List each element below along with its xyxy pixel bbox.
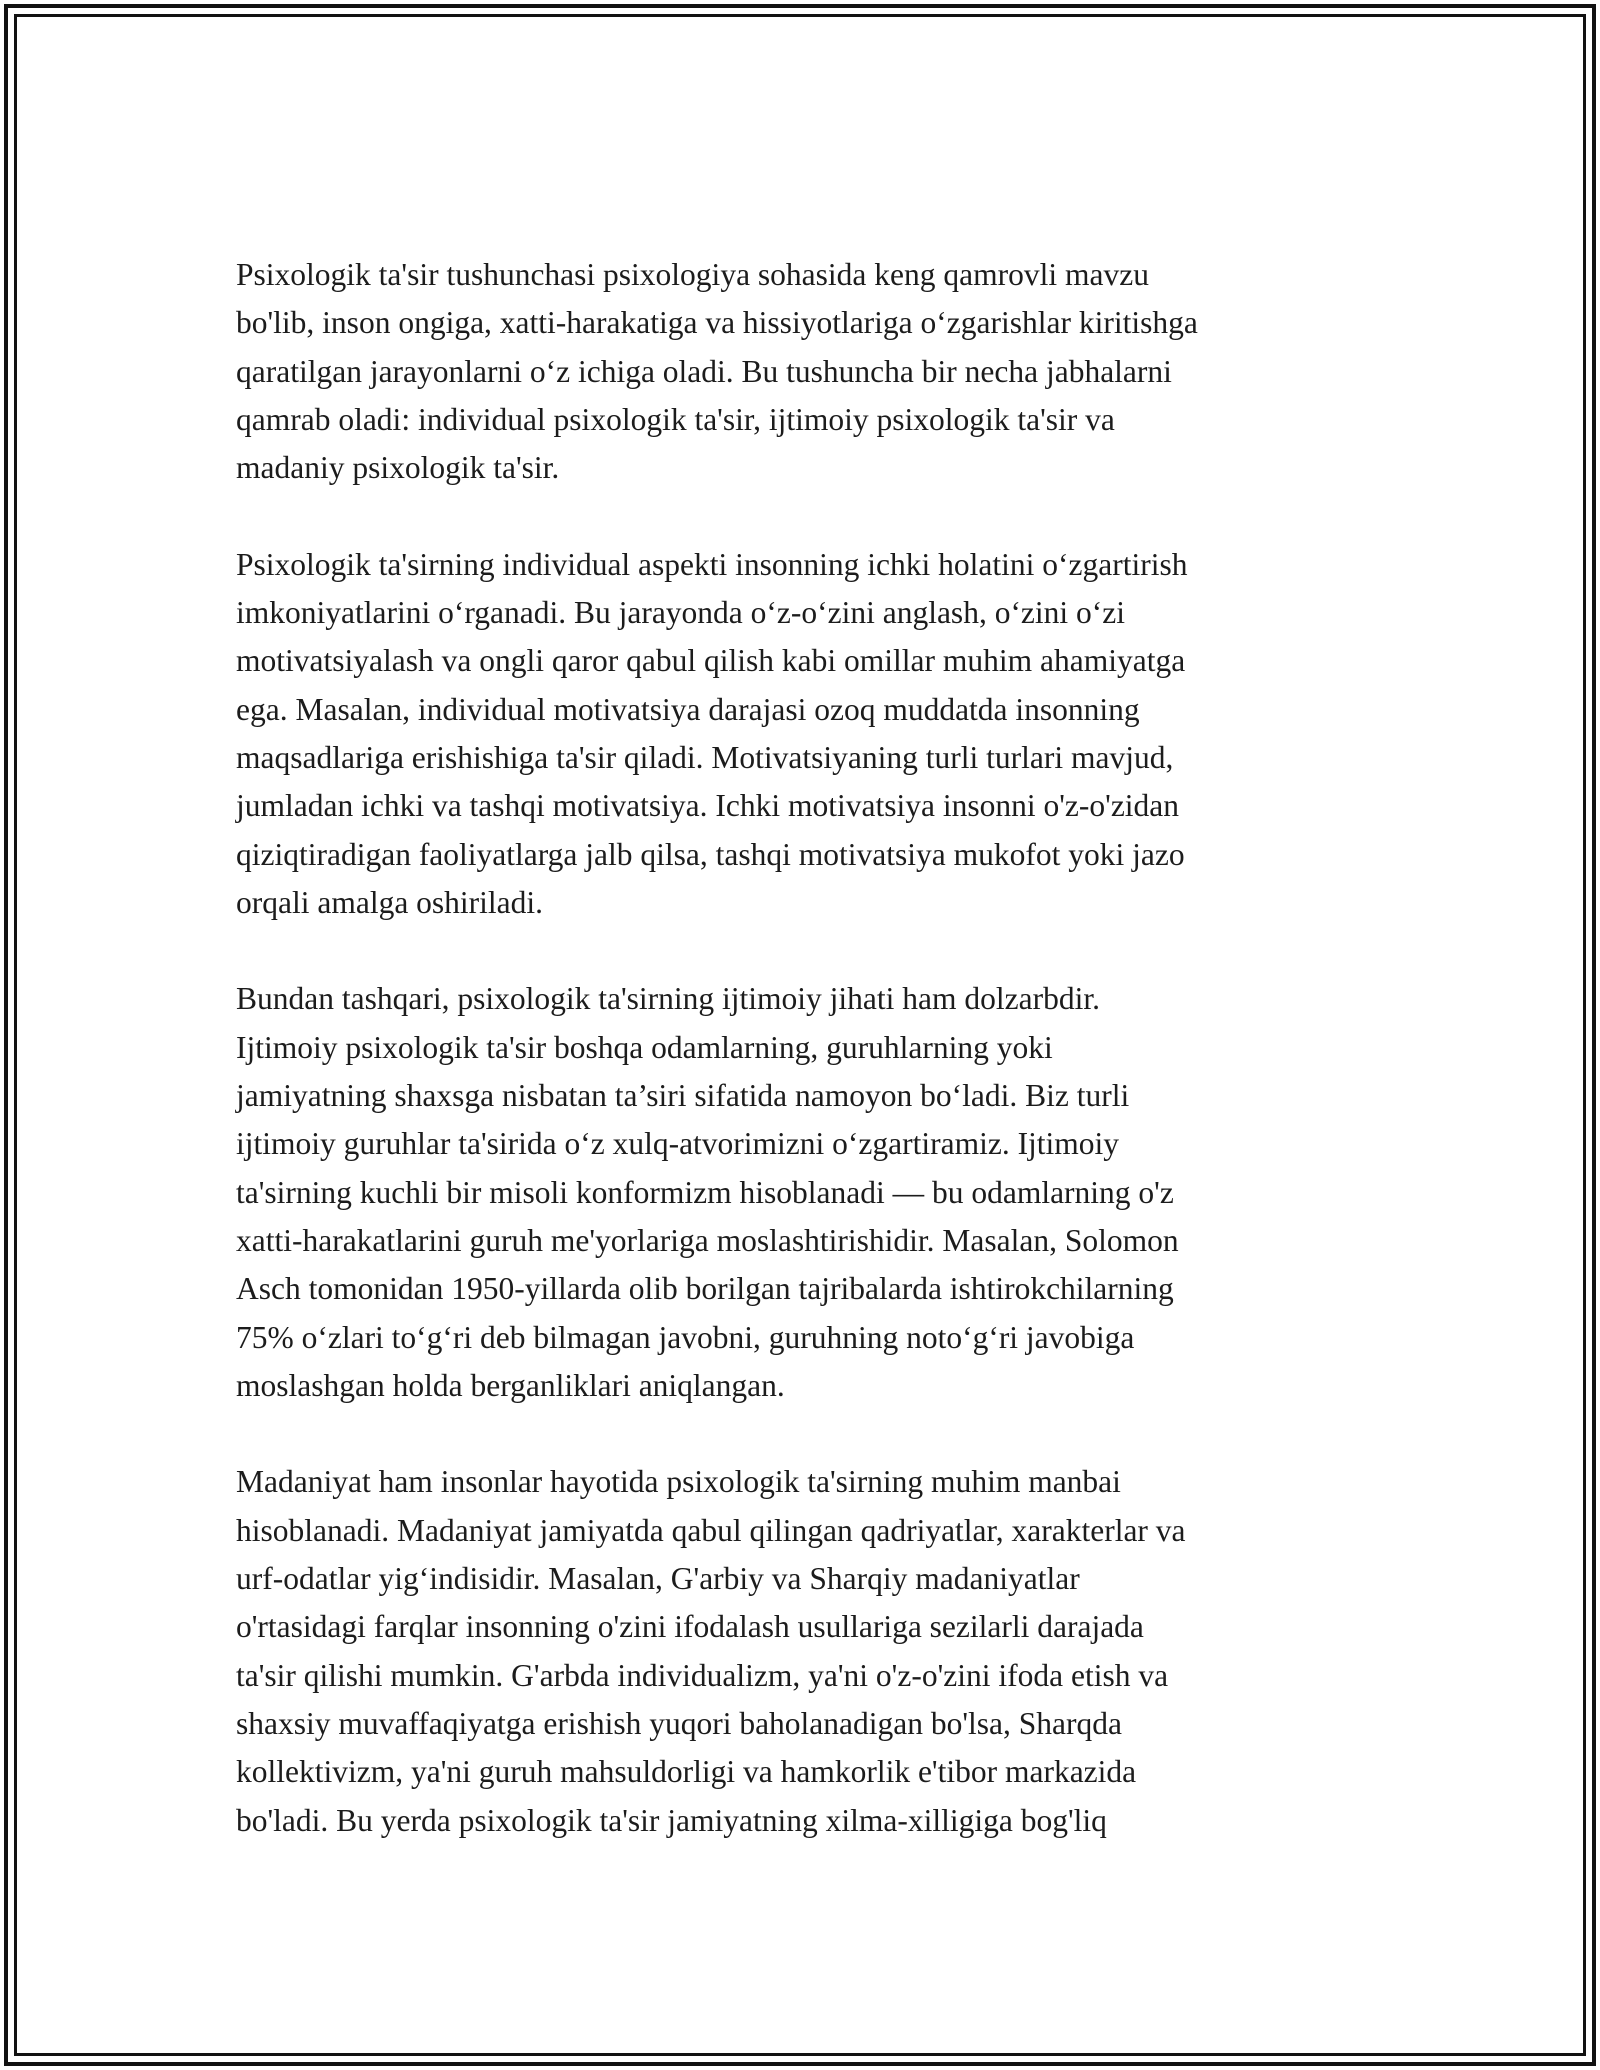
text-line: qaratilgan jarayonlarni o‘z ichiga oladi. Bu tushuncha bir necha jabhalarni xyxy=(236,353,1172,389)
text-line: Bundan tashqari, psixologik ta'sirning ijtimoiy jihati ham dolzarbdir. xyxy=(236,981,1100,1017)
text-line: urf-odatlar yig‘indisidir. Masalan, G'arbiy va Sharqiy madaniyatlar xyxy=(236,1561,1080,1597)
text-line: kollektivizm, ya'ni guruh mahsuldorligi va hamkorlik e'tibor markazida xyxy=(236,1754,1137,1790)
document-body xyxy=(236,251,1376,1893)
text-line: imkoniyatlarini o‘rganadi. Bu jarayonda o‘z-o‘zini anglash, o‘zini o‘zi xyxy=(236,595,1126,631)
text-line: qamrab oladi: individual psixologik ta'sir, ijtimoiy psixologik ta'sir va xyxy=(236,401,1115,437)
text-line: maqsadlariga erishishiga ta'sir qiladi. Motivatsiyaning turli turlari mavjud, xyxy=(236,739,1174,775)
text-line: o'rtasidagi farqlar insonning o'zini ifodalash usullariga sezilarli darajada xyxy=(236,1609,1144,1645)
paragraph xyxy=(236,251,1376,492)
text-line: Psixologik ta'sirning individual aspekti insonning ichki holatini o‘zgartirish xyxy=(236,546,1188,582)
text-line: ijtimoiy guruhlar ta'sirida o‘z xulq-atvorimizni o‘zgartiramiz. Ijtimoiy xyxy=(236,1126,1120,1162)
text-line: moslashgan holda berganliklari aniqlangan. xyxy=(236,1367,785,1403)
text-line: ega. Masalan, individual motivatsiya darajasi ozoq muddatda insonning xyxy=(236,691,1140,727)
text-line: Asch tomonidan 1950-yillarda olib borilgan tajribalarda ishtirokchilarning xyxy=(236,1271,1174,1307)
text-line: bo'lib, inson ongiga, xatti-harakatiga va hissiyotlariga o‘zgarishlar kiritishga xyxy=(236,305,1198,341)
paragraph xyxy=(236,975,1376,1410)
text-line: jamiyatning shaxsga nisbatan ta’siri sifatida namoyon bo‘ladi. Biz turli xyxy=(236,1078,1130,1114)
text-line: bo'ladi. Bu yerda psixologik ta'sir jamiyatning xilma-xilligiga bog'liq xyxy=(236,1802,1107,1838)
text-line: orqali amalga oshiriladi. xyxy=(236,884,544,920)
paragraph xyxy=(236,1458,1376,1844)
paragraph xyxy=(236,541,1376,927)
text-line: Ijtimoiy psixologik ta'sir boshqa odamlarning, guruhlarning yoki xyxy=(236,1029,1053,1065)
text-line: jumladan ichki va tashqi motivatsiya. Ichki motivatsiya insonni o'z-o'zidan xyxy=(236,788,1180,824)
text-line: madaniy psixologik ta'sir. xyxy=(236,450,560,486)
text-line: ta'sirning kuchli bir misoli konformizm hisoblanadi — bu odamlarning o'z xyxy=(236,1174,1174,1210)
text-line: hisoblanadi. Madaniyat jamiyatda qabul qilingan qadriyatlar, xarakterlar va xyxy=(236,1512,1186,1548)
text-line: Psixologik ta'sir tushunchasi psixologiya sohasida keng qamrovli mavzu xyxy=(236,257,1149,292)
text-line: motivatsiyalash va ongli qaror qabul qilish kabi omillar muhim ahamiyatga xyxy=(236,643,1186,679)
text-line: Madaniyat ham insonlar hayotida psixologik ta'sirning muhim manbai xyxy=(236,1464,1121,1500)
text-line: 75% o‘zlari to‘g‘ri deb bilmagan javobni, guruhning noto‘g‘ri javobiga xyxy=(236,1319,1135,1355)
text-line: xatti-harakatlarini guruh me'yorlariga moslashtirishidir. Masalan, Solomon xyxy=(236,1222,1179,1258)
text-line: qiziqtiradigan faoliyatlarga jalb qilsa, tashqi motivatsiya mukofot yoki jazo xyxy=(236,836,1185,872)
text-line: ta'sir qilishi mumkin. G'arbda individualizm, ya'ni o'z-o'zini ifoda etish va xyxy=(236,1657,1169,1693)
text-line: shaxsiy muvaffaqiyatga erishish yuqori baholanadigan bo'lsa, Sharqda xyxy=(236,1705,1123,1741)
